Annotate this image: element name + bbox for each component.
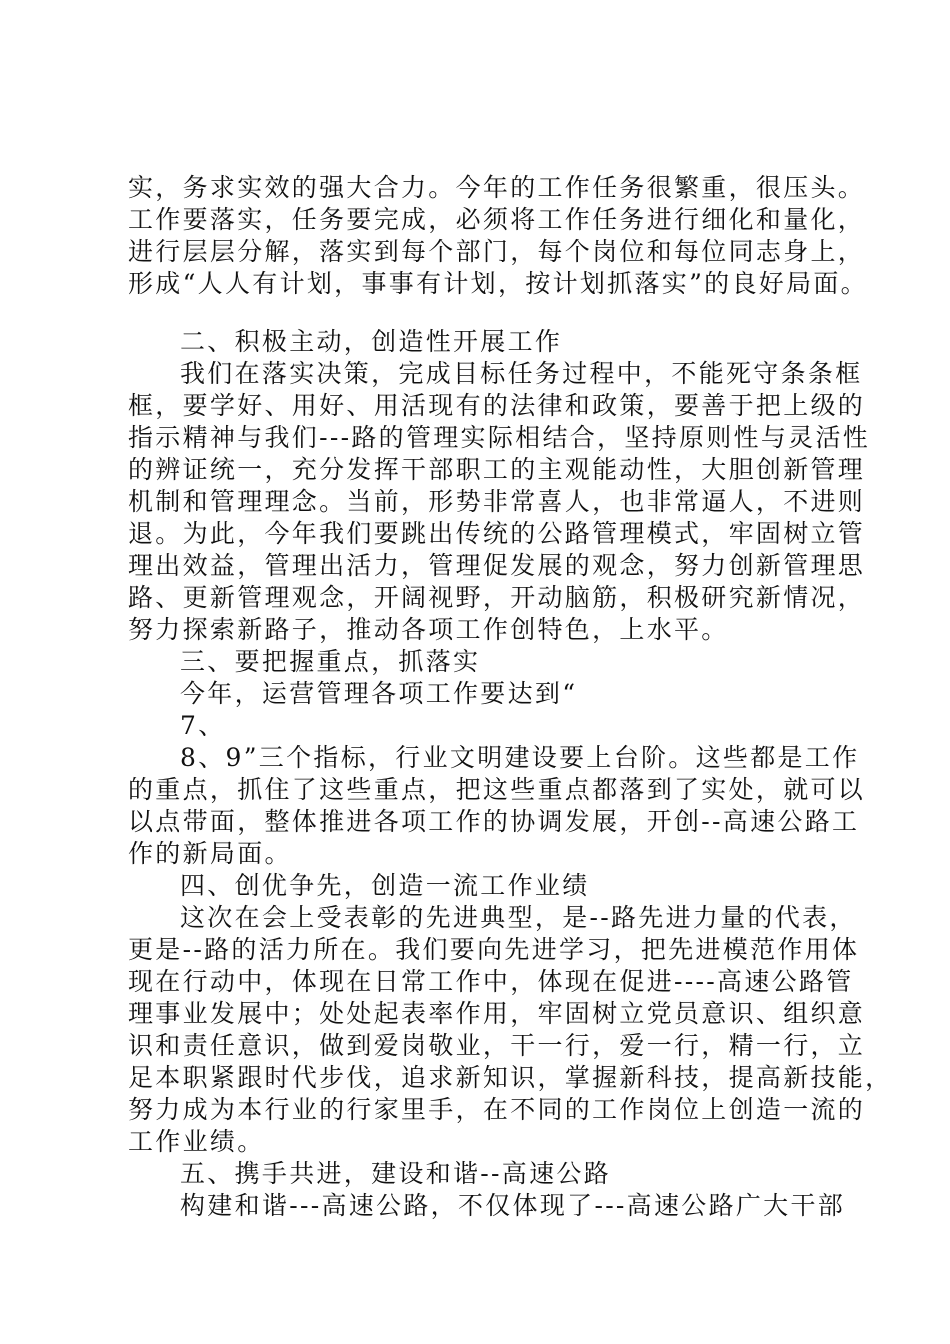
text-line: 识和责任意识，做到爱岗敬业，干一行，爱一行，精一行，立 xyxy=(128,1031,866,1060)
text-line: 努力探索新路子，推动各项工作创特色，上水平。 xyxy=(128,615,729,644)
text-line: 理事业发展中；处处起表率作用，牢固树立党员意识、组织意 xyxy=(128,999,866,1028)
text-line: 的重点，抓住了这些重点，把这些重点都落到了实处，就可以 xyxy=(128,775,866,804)
text-line: 构建和谐---高速公路，不仅体现了---高速公路广大干部 xyxy=(180,1191,846,1220)
text-line: 退。为此，今年我们要跳出传统的公路管理模式，牢固树立管 xyxy=(128,519,866,548)
section-heading: 三、要把握重点，抓落实 xyxy=(180,647,481,676)
text-line: 7、 xyxy=(180,711,226,740)
text-line: 理出效益，管理出活力，管理促发展的观念，努力创新管理思 xyxy=(128,551,866,580)
section-heading: 二、积极主动，创造性开展工作 xyxy=(180,327,563,356)
text-line: 框，要学好、用好、用活现有的法律和政策，要善于把上级的 xyxy=(128,391,866,420)
text-line: 今年，运营管理各项工作要达到“ xyxy=(180,679,578,708)
text-line: 机制和管理理念。当前，形势非常喜人，也非常逼人，不进则 xyxy=(128,487,866,516)
text-line: 努力成为本行业的行家里手，在不同的工作岗位上创造一流的 xyxy=(128,1095,866,1124)
text-line: 路、更新管理观念，开阔视野，开动脑筋，积极研究新情况， xyxy=(128,583,866,612)
text-line: 工作业绩。 xyxy=(128,1127,265,1156)
text-line: 足本职紧跟时代步伐，追求新知识，掌握新科技，提高新技能， xyxy=(128,1063,893,1092)
section-heading: 四、创优争先，创造一流工作业绩 xyxy=(180,871,590,900)
text-line: 作的新局面。 xyxy=(128,839,292,868)
text-line: 的辨证统一，充分发挥干部职工的主观能动性，大胆创新管理 xyxy=(128,455,866,484)
text-line: 我们在落实决策，完成目标任务过程中，不能死守条条框 xyxy=(180,359,863,388)
text-line: 8、9”三个指标，行业文明建设要上台阶。这些都是工作 xyxy=(180,743,860,772)
text-line: 形成“人人有计划，事事有计划，按计划抓落实”的良好局面。 xyxy=(128,269,868,298)
text-line: 这次在会上受表彰的先进典型，是--路先进力量的代表， xyxy=(180,903,857,932)
text-line: 更是--路的活力所在。我们要向先进学习，把先进模范作用体 xyxy=(128,935,860,964)
text-line: 现在行动中，体现在日常工作中，体现在促进----高速公路管 xyxy=(128,967,854,996)
section-heading: 五、携手共进，建设和谐--高速公路 xyxy=(180,1159,611,1188)
text-line: 指示精神与我们---路的管理实际相结合，坚持原则性与灵活性 xyxy=(128,423,871,452)
text-line: 实，务求实效的强大合力。今年的工作任务很繁重，很压头。 xyxy=(128,173,866,202)
text-line: 工作要落实，任务要完成，必须将工作任务进行细化和量化， xyxy=(128,205,866,234)
text-line: 进行层层分解，落实到每个部门，每个岗位和每位同志身上， xyxy=(128,237,866,266)
text-line: 以点带面，整体推进各项工作的协调发展，开创--高速公路工 xyxy=(128,807,860,836)
